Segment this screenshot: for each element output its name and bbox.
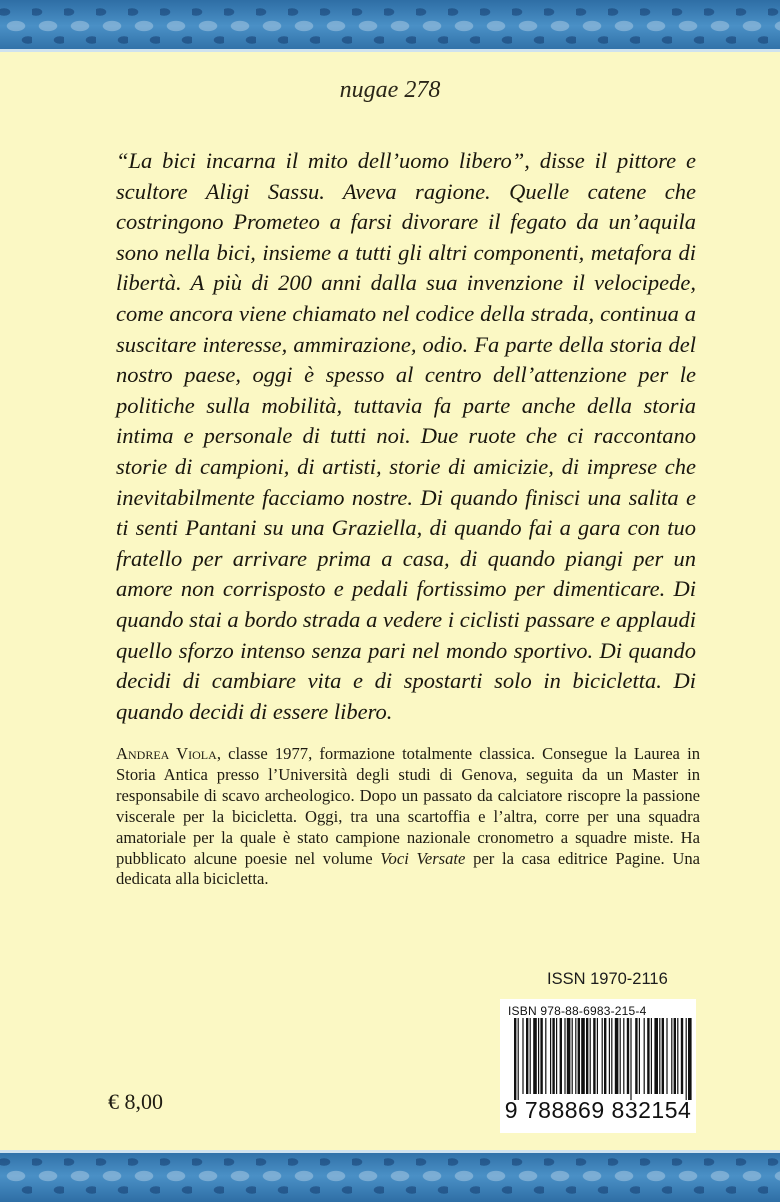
series-label: nugae 278: [339, 77, 441, 103]
top-decorative-border: [0, 0, 780, 52]
author-name: Andrea Viola: [116, 744, 217, 763]
isbn-label: ISBN 978-88-6983-215-4: [508, 1004, 647, 1018]
bio-text-before: , classe 1977, formazione totalmente classica. Consegue la Laurea in Storia Antica presso l’Università degli studi di Genova, seguita da un Master in responsabile di scavo archeologico. Dopo un passato da calciatore riscopre la passione viscerale per la bicicletta. Oggi, tra una scartoffia e l’altra, corre per una squadra amatoriale per la quale è stato campione nazionale cronometro a squadre miste. Ha pubblicato alcune poesie nel volume: [116, 744, 700, 868]
author-bio: [116, 744, 700, 890]
bio-text-after: per la casa editrice Pagine. Una dedicata alla bicicletta.: [116, 848, 700, 889]
book-title: Voci Versate: [380, 848, 466, 868]
price-label: € 8,00: [108, 1089, 163, 1114]
back-cover-blurb: “La bici incarna il mito dell’uomo libero”, disse il pittore e scultore Aligi Sassu. Aveva ragione. Quelle catene che costringono Prometeo a farsi divorare il fegato da un’aquila sono nella bici, insieme a tutti gli altri componenti, metafora di libertà. A più di 200 anni dalla sua invenzione il velocipede, come ancora viene chiamato nel codice della strada, continua a suscitare interesse, ammirazione, odio. Fa parte della storia del nostro paese, oggi è spesso al centro dell’attenzione per le politiche sulla mobilità, tuttavia fa parte anche della storia intima e personale di tutti noi. Due ruote che ci raccontano storie di campioni, di artisti, storie di amicizie, di imprese che inevitabilmente facciamo nostre. Di quando finisci una salita e ti senti Pantani su una Graziella, di quando fai a gara con tuo fratello per arrivare prima a casa, di quando piangi per un amore non corrisposto e pedali fortissimo per dimenticare. Di quando stai a bordo strada a vedere i ciclisti passare e applaudi quello sforzo intenso senza pari nel mondo sportivo. Di quando decidi di cambiare vita e di spostarti solo in bicicletta. Di quando decidi di essere libero.: [116, 148, 696, 724]
issn-label: ISSN 1970-2116: [547, 970, 668, 988]
barcode-icon: [500, 1018, 696, 1100]
bottom-decorative-border: [0, 1150, 780, 1202]
ean-number: 9 788869 832154: [504, 1097, 692, 1123]
